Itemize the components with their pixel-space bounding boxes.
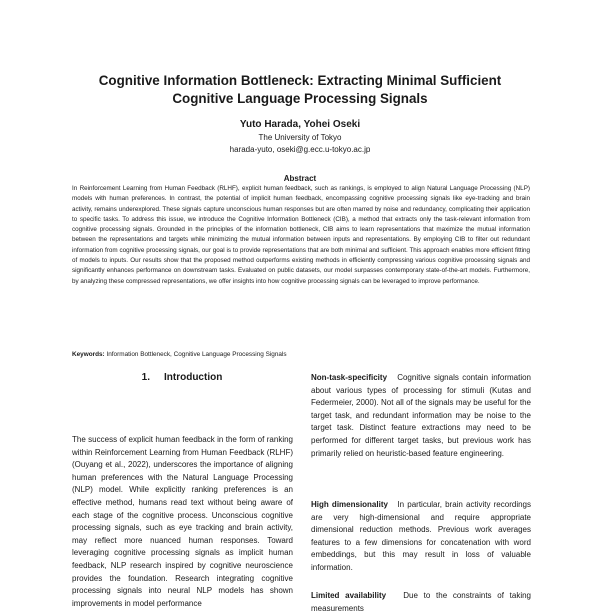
title-line-1: Cognitive Information Bottleneck: Extracting Minimal Sufficient: [98, 73, 502, 88]
author-affiliation: The University of Tokyo: [258, 133, 342, 142]
right-paragraph-non-task-specificity: [311, 372, 531, 460]
introduction-paragraph: The success of explicit human feedback in the form of ranking within Reinforcement Learning from Human Feedback (RLHF) (Ouyang et al., 2022), underscores the importance of aligning human preferences with the Natural Language Processing (NLP) model. While explicitly ranking preferences is an effective method, humans read text without being aware of each stage of the cognitive process. Unconscious cognitive processing signals, such as eye tracking and brain activity, may reflect more nuanced human responses. Toward leveraging cognitive processing signals as implicit human feedback, NLP research inspired by cognitive neuroscience provides the foundation. Research integrating cognitive processing signals into neural NLP models has shown improvements in model performance: [72, 435, 293, 608]
paragraph-heading: Limited availability: [311, 591, 387, 600]
author-emails: harada-yuto, oseki@g.ecc.u-tokyo.ac.jp: [229, 145, 371, 154]
abstract-heading: Abstract: [283, 174, 317, 183]
paragraph-text: Cognitive signals contain information about various types of processing for stimuli (Kutas and Federmeier, 2000). Not all of the signals may be useful for the target task, and redundant information may be noise to the target task. Distinct feature extractions may need to be performed for different target tasks, but previous work has primarily relied on heuristic-based feature engineering.: [311, 373, 531, 458]
title-line-2: Cognitive Language Processing Signals: [172, 91, 428, 106]
right-paragraph-limited-availability: [311, 590, 531, 615]
paragraph-heading: Non-task-specificity: [311, 373, 388, 382]
keywords-text: Information Bottleneck, Cognitive Language Processing Signals: [106, 351, 287, 358]
keywords-label: Keywords:: [72, 351, 105, 358]
section-heading-introduction: [72, 371, 292, 384]
paper-title: [40, 72, 560, 108]
section-number: 1.: [141, 372, 150, 383]
keywords: [72, 350, 530, 360]
abstract-text: In Reinforcement Learning from Human Feedback (RLHF), explicit human feedback, such as rankings, is employed to align Natural Language Processing (NLP) models with human preferences. In contrast, the potential of implicit human feedback, encompassing cognitive processing signals like eye-tracking and brain activity, remains underexplored. These signals capture unconscious human responses but are often marred by noise and redundancy, complicating their application to specific tasks. To address this issue, we introduce the Cognitive Information Bottleneck (CIB), a method that extracts only the task-relevant information from cognitive processing signals. Grounded in the principles of the information bottleneck, CIB aims to learn representations that maximize the mutual information between the representations and targets while minimizing the mutual information between inputs and representations. By employing CIB to filter out redundant information from cognitive processing signals, our goal is to provide representations that are both minimal and sufficient. This approach enables more efficient fitting of models to inputs. Our results show that the proposed method outperforms existing methods in efficiently compressing various cognitive processing signals and significantly enhances performance on downstream tasks. Evaluated on public datasets, our model surpasses contemporary state-of-the-art models. Furthermore, by analyzing these compressed representations, we offer insights into how cognitive processing signals can be leveraged to improve performance.: [72, 185, 530, 285]
paragraph-heading: High dimensionality: [311, 500, 388, 509]
section-title: Introduction: [164, 372, 223, 383]
paragraph-text: Due to the constraints of taking measurements: [311, 591, 531, 613]
right-paragraph-high-dimensionality: [311, 499, 531, 575]
paragraph-text: In particular, brain activity recordings are very high-dimensional and require appropriate dimensional reduction methods. Previous work averages features to a few dimensions for concatenation with word embeddings, but this may result in loss of valuable information.: [311, 500, 531, 572]
author-names: Yuto Harada, Yohei Oseki: [239, 119, 361, 130]
